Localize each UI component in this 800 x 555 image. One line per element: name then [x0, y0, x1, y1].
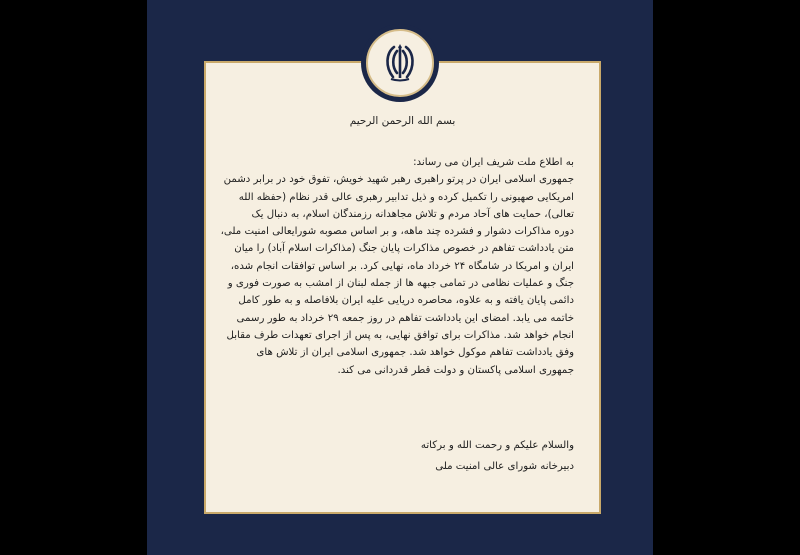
- signature: دبیرخانه شورای عالی امنیت ملی: [435, 461, 574, 472]
- basmala-heading: بسم الله الرحمن الرحیم: [349, 115, 456, 127]
- body-line: متن یادداشت تفاهم در خصوص مذاکرات پایان جنگ (مذاکرات اسلام آباد) را میان: [234, 243, 574, 255]
- closing-block: [222, 435, 574, 477]
- body-line: تعالی)، حمایت های آحاد مردم و تلاش مجاهدانه رزمندگان اسلام، به دنبال یک: [251, 208, 574, 220]
- body-line: خاتمه می یابد. امضای این یادداشت تفاهم در روز جمعه ۲۹ خرداد به طور رسمی: [236, 312, 574, 324]
- body-line: دائمی پایان یافته و به علاوه، محاصره دریایی علیه ایران بلافاصله و به طور کامل: [238, 295, 574, 307]
- body-line: انجام خواهد شد. مذاکرات برای توافق نهایی، به پس از اجرای تعهدات طرف مقابل: [226, 329, 574, 341]
- statement-body: [222, 154, 574, 379]
- body-line: وفق یادداشت تفاهم موکول خواهد شد. جمهوری اسلامی ایران از تلاش های: [256, 347, 574, 359]
- body-line: جمهوری اسلامی ایران در پرتو راهبری رهبر شهید خویش، تفوق خود در برابر دشمن: [223, 174, 574, 186]
- body-line: ایران و امریکا در شامگاه ۲۴ خرداد ماه، نهایی کرد. بر اساس توافقات انجام شده،: [230, 260, 574, 272]
- body-line: امریکایی صهیونی را تکمیل کرده و ذیل تدابیر رهبری عالی قدر نظام (حفظه الله: [238, 191, 574, 203]
- closing-salutation: والسلام علیکم و رحمت الله و برکاته: [420, 440, 574, 451]
- iran-emblem-icon: [366, 29, 434, 97]
- body-line: دوره مذاکرات دشوار و فشرده چند ماهه، و بر اساس مصوبه شورایعالی امنیت ملی،: [220, 226, 574, 238]
- emblem-badge: [361, 24, 439, 102]
- body-line: به اطلاع ملت شریف ایران می رساند:: [413, 157, 574, 168]
- body-line: جمهوری اسلامی پاکستان و دولت قطر قدردانی می کند.: [337, 364, 574, 376]
- body-line: جنگ و عملیات نظامی در تمامی جبهه ها از جمله لبنان از امشب به صورت فوری و: [227, 278, 574, 290]
